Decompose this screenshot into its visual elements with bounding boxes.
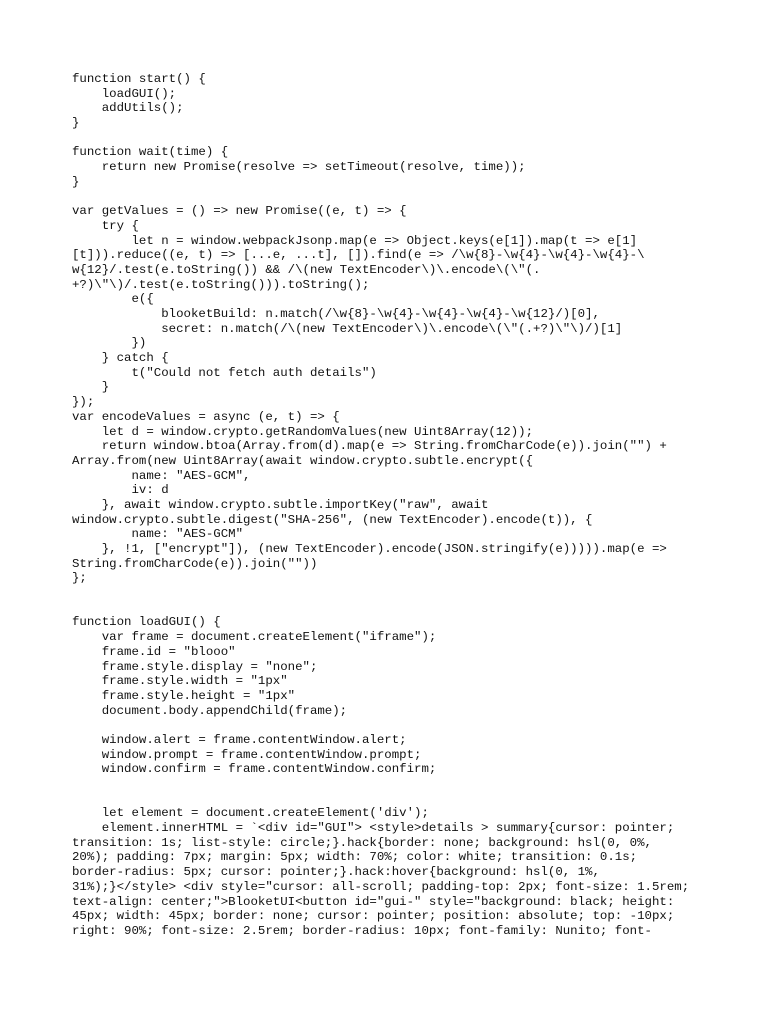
code-line: let d = window.crypto.getRandomValues(new Uint8Array(12)); <box>72 424 534 439</box>
code-line: iv: d <box>72 483 169 498</box>
code-line: function loadGUI() { <box>72 615 221 630</box>
code-line: }); <box>72 395 95 410</box>
code-line: loadGUI(); <box>72 86 177 101</box>
code-line: +?)\"\)/.test(e.toString())).toString(); <box>72 277 370 292</box>
code-line: frame.id = "blooo" <box>72 644 236 659</box>
code-line: var getValues = () => new Promise((e, t) => { <box>72 204 407 219</box>
code-line: element.innerHTML = `<div id="GUI"> <style>details > summary{cursor: pointer; <box>72 821 675 836</box>
code-line: function wait(time) { <box>72 145 229 160</box>
code-line: function start() { <box>72 72 206 86</box>
code-line: try { <box>72 218 139 233</box>
code-line: String.fromCharCode(e)).join("")) <box>72 556 318 571</box>
code-line: w{12}/.test(e.toString()) && /\(new TextEncoder\)\.encode\(\"(. <box>72 262 541 277</box>
code-line <box>72 601 712 616</box>
code-line: border-radius: 5px; cursor: pointer;}.hack:hover{background: hsl(0, 1%, <box>72 865 600 880</box>
code-line: document.body.appendChild(frame); <box>72 703 348 718</box>
code-line <box>72 131 712 146</box>
code-line: }, !1, ["encrypt"]), (new TextEncoder).encode(JSON.stringify(e))))).map(e => <box>72 542 667 556</box>
code-line: transition: 1s; list-style: circle;}.hack{border: none; background: hsl(0, 0%, <box>72 835 652 850</box>
code-line <box>72 190 712 205</box>
code-line: 31%);}</style> <div style="cursor: all-scroll; padding-top: 2px; font-size: 1.5rem; <box>72 879 690 894</box>
code-line: blooketBuild: n.match(/\w{8}-\w{4}-\w{4}-\w{4}-\w{12}/)[0], <box>72 307 600 321</box>
code-line: var frame = document.createElement("iframe"); <box>72 630 437 645</box>
code-line: let element = document.createElement('div'); <box>72 806 429 821</box>
code-line: addUtils(); <box>72 101 184 116</box>
code-line: t("Could not fetch auth details") <box>72 365 377 380</box>
code-line: secret: n.match(/\(new TextEncoder\)\.encode\(\"(.+?)\"\)/)[1] <box>72 321 623 336</box>
code-line: right: 90%; font-size: 2.5rem; border-radius: 10px; font-family: Nunito; font- <box>72 923 652 938</box>
code-line <box>72 586 712 601</box>
code-line: window.confirm = frame.contentWindow.confirm; <box>72 762 437 777</box>
code-line: 45px; width: 45px; border: none; cursor: pointer; position: absolute; top: -10px; <box>72 909 675 924</box>
code-line: name: "AES-GCM" <box>72 527 244 542</box>
code-line: text-align: center;">BlooketUI<button id="gui-" style="background: black; height: <box>72 894 675 909</box>
code-line: let n = window.webpackJsonp.map(e => Object.keys(e[1]).map(t => e[1] <box>72 233 638 248</box>
code-line: frame.style.height = "1px" <box>72 688 296 703</box>
code-line: frame.style.display = "none"; <box>72 659 318 674</box>
code-line: name: "AES-GCM", <box>72 468 251 483</box>
code-block <box>72 72 712 939</box>
code-line: 20%); padding: 7px; margin: 5px; width: 70%; color: white; transition: 0.1s; <box>72 850 638 865</box>
code-line: }) <box>72 336 147 351</box>
code-line: } <box>72 116 80 131</box>
code-line <box>72 777 712 792</box>
code-line: Array.from(new Uint8Array(await window.crypto.subtle.encrypt({ <box>72 453 534 468</box>
code-line: return window.btoa(Array.from(d).map(e => String.fromCharCode(e)).join("") + <box>72 439 667 454</box>
code-line: e({ <box>72 292 154 307</box>
code-line: window.crypto.subtle.digest("SHA-256", (new TextEncoder).encode(t)), { <box>72 512 593 527</box>
code-line: } <box>72 174 80 189</box>
code-line: return new Promise(resolve => setTimeout(resolve, time)); <box>72 160 526 175</box>
code-line: }; <box>72 571 87 586</box>
code-line: } <box>72 380 110 395</box>
code-line: window.alert = frame.contentWindow.alert; <box>72 732 407 747</box>
code-line: window.prompt = frame.contentWindow.prompt; <box>72 747 422 762</box>
code-line: var encodeValues = async (e, t) => { <box>72 409 340 424</box>
code-line: frame.style.width = "1px" <box>72 674 288 689</box>
code-line: }, await window.crypto.subtle.importKey("raw", await <box>72 497 489 512</box>
code-line <box>72 718 712 733</box>
code-line <box>72 792 712 807</box>
code-line: [t])).reduce((e, t) => [...e, ...t], []).find(e => /\w{8}-\w{4}-\w{4}-\w{4}-\ <box>72 248 645 263</box>
code-line: } catch { <box>72 351 169 366</box>
